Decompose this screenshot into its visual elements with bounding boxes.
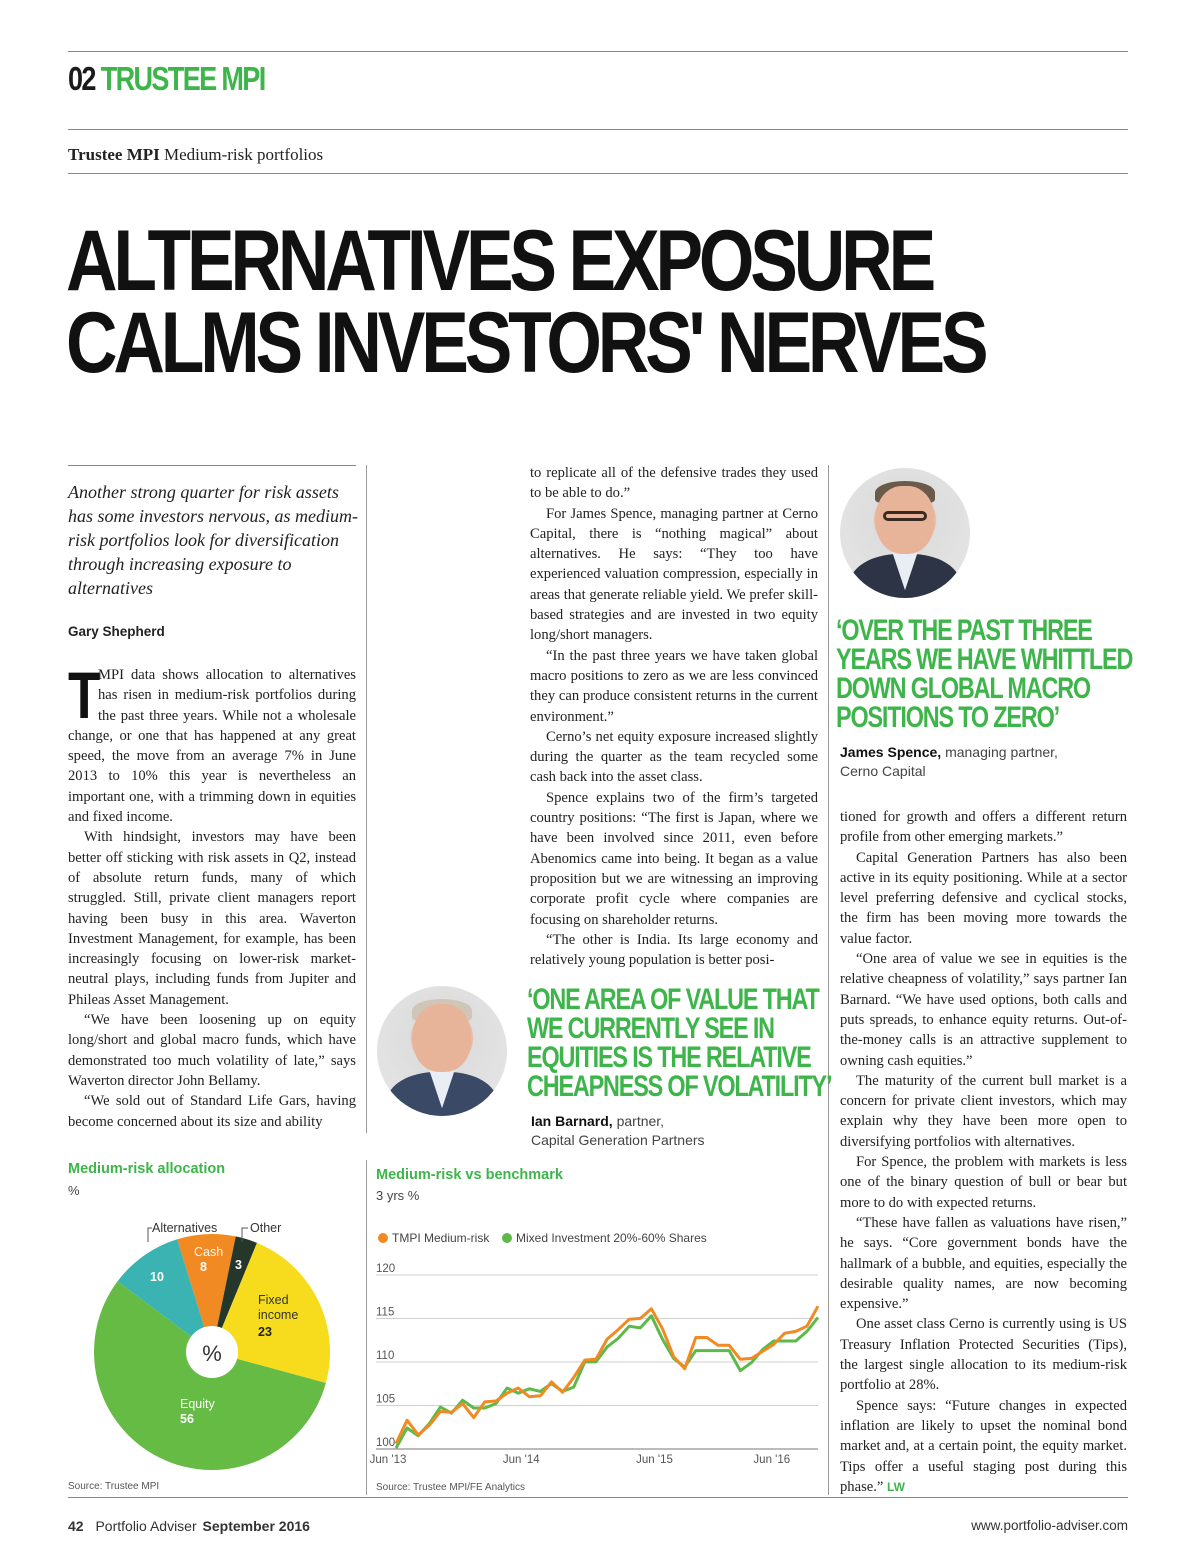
section-rule bbox=[68, 129, 1128, 130]
section-number: 02 bbox=[68, 60, 95, 97]
slice-label-cash: Cash bbox=[194, 1245, 224, 1259]
issue-date: September 2016 bbox=[202, 1518, 310, 1534]
y-tick-label: 110 bbox=[376, 1350, 395, 1362]
slice-value-equity: 56 bbox=[180, 1412, 194, 1426]
section-tag bbox=[68, 60, 265, 98]
pie-chart-title: Medium-risk allocation bbox=[68, 1161, 226, 1177]
attribution-name: Ian Barnard, bbox=[531, 1113, 613, 1129]
kicker bbox=[68, 145, 323, 165]
pie-chart-source: Source: Trustee MPI bbox=[68, 1481, 160, 1492]
body-paragraph: “These have fallen as valuations have risen,” he says. “Core government bonds have the hallmark of a bubble, and equities, especially the desirable quality names, are now becoming expensive.” bbox=[840, 1214, 1127, 1313]
line-chart-source: Source: Trustee MPI/FE Analytics bbox=[376, 1482, 525, 1493]
x-tick-label: Jun '13 bbox=[370, 1454, 407, 1466]
callout-label-alternatives: Alternatives bbox=[152, 1221, 218, 1235]
body-paragraph: For James Spence, managing partner at Cerno Capital, there is “nothing magical” about alternatives. He says: “They too have experienced valuation compression, especially in areas that generate reliable yield. We prefer skill-based strategies and are invested in two equity long/short managers. bbox=[530, 505, 818, 644]
line-chart-title: Medium-risk vs benchmark bbox=[376, 1167, 563, 1183]
portrait-ian-barnard bbox=[377, 986, 507, 1116]
x-tick-label: Jun '16 bbox=[753, 1454, 791, 1466]
quote-attribution-barnard bbox=[531, 1112, 705, 1150]
kicker-rule bbox=[68, 173, 1128, 174]
column-divider bbox=[366, 465, 367, 1133]
slice-label-fixed-income-2: income bbox=[258, 1308, 299, 1322]
page-number: 42 bbox=[68, 1518, 84, 1534]
byline: Gary Shepherd bbox=[68, 624, 165, 639]
y-tick-label: 115 bbox=[376, 1306, 395, 1319]
line-chart-subtitle: 3 yrs % bbox=[376, 1188, 420, 1203]
body-paragraph: “In the past three years we have taken global macro positions to zero as we are less convinced they can produce consistent returns in the current environment.” bbox=[530, 647, 818, 725]
legend-label-0: TMPI Medium-risk bbox=[392, 1231, 490, 1245]
footer-url: www.portfolio-adviser.com bbox=[971, 1518, 1128, 1533]
pull-quote-spence: ‘OVER THE PAST THREE YEARS WE HAVE WHITTLED DOWN GLOBAL MACRO POSITIONS TO ZERO’ bbox=[836, 614, 1133, 734]
attribution-name: James Spence, bbox=[840, 744, 942, 760]
line-chart bbox=[370, 1222, 825, 1480]
body-paragraph: The maturity of the current bull market is a concern for private client investors, which may explain why they have been more open to diversifying portfolios with alternatives. bbox=[840, 1072, 1127, 1150]
pie-chart bbox=[68, 1210, 358, 1478]
portrait-james-spence bbox=[840, 468, 970, 598]
pie-chart-subtitle: % bbox=[68, 1183, 80, 1198]
body-column-1 bbox=[68, 658, 356, 1132]
kicker-rest: Medium-risk portfolios bbox=[164, 145, 324, 164]
body-paragraph: “We have been loosening up on equity long/short and global macro funds, which have demonstrated too much volatility of late,” says Waverton director John Bellamy. bbox=[68, 1012, 356, 1089]
callout-label-other: Other bbox=[250, 1221, 282, 1235]
body-paragraph: “One area of value we see in equities is the relative cheapness of volatility,” says partner Ian Barnard. “We have used options, both calls and puts spreads, to enhance equity returns. Out-of-the-money calls is an attractive supplement to owning cash equities.” bbox=[840, 951, 1127, 1069]
standfirst-rule bbox=[68, 465, 356, 466]
publication-name: Portfolio Adviser bbox=[95, 1518, 197, 1534]
slice-label-equity: Equity bbox=[180, 1397, 215, 1411]
y-tick-label: 120 bbox=[376, 1263, 396, 1275]
attribution-role: managing partner, bbox=[945, 744, 1058, 760]
body-paragraph: T MPI data shows allocation to alternatives has risen in medium-risk portfolios during the past three years. While not a wholesale change, or one that has happened at any great speed, the move from an average 7% in June 2013 to 10% this year is nevertheless an important one, with a trimming down in equities and fixed income. bbox=[68, 658, 356, 826]
headline-line-1: ALTERNATIVES EXPOSURE bbox=[66, 213, 933, 309]
body-paragraph: tioned for growth and offers a different return profile from other emerging markets.” bbox=[840, 809, 1127, 846]
slice-value-fixed-income: 23 bbox=[258, 1325, 272, 1339]
body-paragraph: Spence says: “Future changes in expected inflation are likely to upset the nominal bond market and, at a certain point, the equity market. Tips offer a useful staging post during this phase.” LW bbox=[840, 1397, 1127, 1495]
attribution-org: Cerno Capital bbox=[840, 763, 926, 779]
legend-marker-0 bbox=[378, 1233, 388, 1243]
legend-marker-1 bbox=[502, 1233, 512, 1243]
body-paragraph: With hindsight, investors may have been better off sticking with risk assets in Q2, instead of absolute return funds, many of which struggled. Still, private client managers report having been busy in this area. Waverton Investment Management, for example, has been increasingly focusing on lower-risk market-neutral plays, including funds from Jupiter and Phileas Asset Management. bbox=[68, 829, 356, 1008]
y-tick-label: 105 bbox=[376, 1393, 396, 1406]
body-paragraph: One asset class Cerno is currently using is US Treasury Inflation Protected Securities (Tips), the largest single allocation to its medium-risk portfolio at 28%. bbox=[840, 1316, 1127, 1394]
body-paragraph: Capital Generation Partners has also been active in its equity positioning. While at a sector level preferring defensive and cyclical stocks, the firm has been moving more towards the value factor. bbox=[840, 849, 1127, 947]
standfirst: Another strong quarter for risk assets has some investors nervous, as medium-risk portfolios look for diversification through increasing exposure to alternatives bbox=[68, 482, 358, 598]
column-divider bbox=[366, 1160, 367, 1495]
kicker-bold: Trustee MPI bbox=[68, 145, 160, 164]
x-tick-label: Jun '15 bbox=[636, 1454, 673, 1466]
headline bbox=[66, 213, 985, 391]
column-divider bbox=[828, 465, 829, 1495]
series-line-0 bbox=[396, 1306, 818, 1444]
footer-left bbox=[68, 1518, 318, 1534]
pie-center-label: % bbox=[202, 1341, 222, 1366]
slice-value-alternatives: 10 bbox=[150, 1270, 164, 1284]
pull-quote-barnard: ‘ONE AREA OF VALUE THAT WE CURRENTLY SEE IN EQUITIES IS THE RELATIVE CHEAPNESS OF VOLATILITY’ bbox=[527, 983, 832, 1103]
section-name: TRUSTEE MPI bbox=[100, 60, 265, 97]
attribution-org: Capital Generation Partners bbox=[531, 1132, 705, 1148]
body-paragraph: “We sold out of Standard Life Gars, having become concerned about its size and ability bbox=[68, 1093, 356, 1130]
body-column-3 bbox=[840, 807, 1127, 1497]
slice-label-fixed-income: Fixed bbox=[258, 1293, 289, 1307]
y-tick-label: 100 bbox=[376, 1437, 396, 1449]
body-paragraph: For Spence, the problem with markets is less one of the binary question of bull or bear but more to do with expected returns. bbox=[840, 1154, 1127, 1211]
body-paragraph: “The other is India. Its large economy and relatively young population is better posi- bbox=[530, 931, 818, 969]
drop-cap: T bbox=[68, 658, 101, 732]
body-paragraph: Cerno’s net equity exposure increased slightly during the quarter as the team recycled some cash back into the asset class. bbox=[530, 728, 818, 786]
headline-line-2: CALMS INVESTORS' NERVES bbox=[66, 295, 985, 391]
attribution-role: partner, bbox=[616, 1113, 665, 1129]
footer-rule bbox=[68, 1497, 1128, 1498]
x-tick-label: Jun '14 bbox=[502, 1454, 540, 1466]
body-paragraph: Spence explains two of the firm’s targeted country positions: “The first is Japan, where we have been involved since 2011, even before Abenomics came into being. It began as a value proposition but we are witnessing an improving corporate profit cycle where companies are focusing on shareholder returns. bbox=[530, 789, 818, 928]
body-column-2 bbox=[530, 463, 818, 970]
top-rule bbox=[68, 51, 1128, 52]
slice-value-other: 3 bbox=[235, 1258, 242, 1272]
quote-attribution-spence bbox=[840, 743, 1058, 781]
series-line-1 bbox=[396, 1316, 818, 1448]
legend-label-1: Mixed Investment 20%-60% Shares bbox=[516, 1231, 707, 1245]
slice-value-cash: 8 bbox=[200, 1260, 207, 1274]
sign-off: LW bbox=[887, 1479, 906, 1494]
body-paragraph: to replicate all of the defensive trades they used to be able to do.” bbox=[530, 465, 818, 502]
